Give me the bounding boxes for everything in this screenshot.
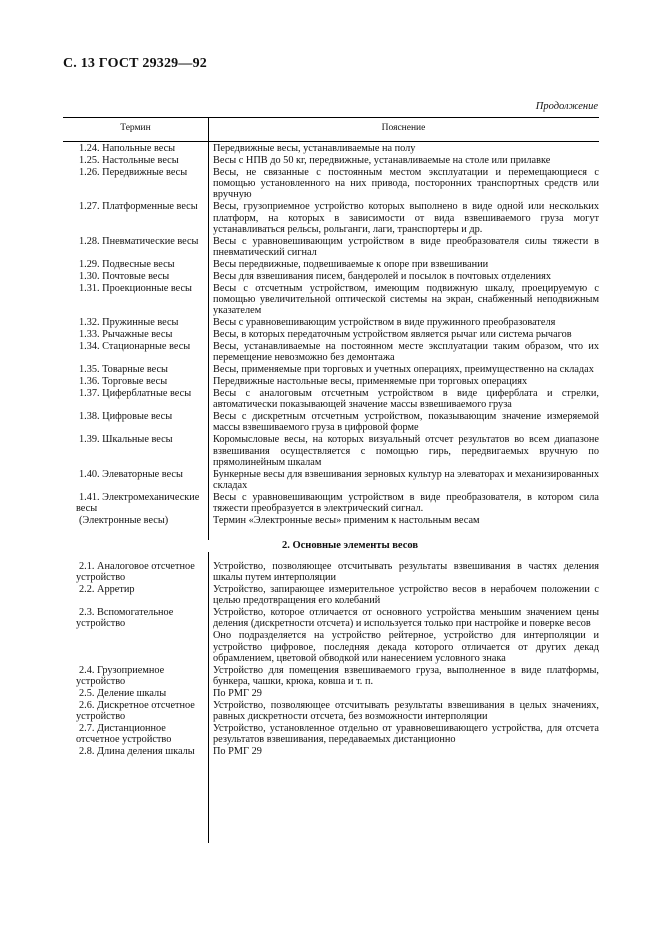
explanation-cell: Весы, устанавливаемые на постоянном месте эксплуатации таким образом, что их перемещение невозможно без демонтажа — [213, 340, 599, 364]
table-row — [63, 236, 599, 259]
term-cell: 1.40. Элеваторные весы — [79, 468, 183, 480]
explanation-cell: Весы, применяемые при торговых и учетных операциях, преимущественно на складах — [213, 364, 594, 376]
explanation-cell: Термин «Электронные весы» применим к настольным весам — [213, 515, 480, 527]
term-cell: (Электронные весы) — [79, 515, 169, 527]
explanation-cell: Передвижные весы, устанавливаемые на полу — [213, 143, 416, 154]
table-row — [63, 434, 599, 468]
term-cell: 2.6. Дискретное отсчетное устройство — [76, 699, 195, 723]
explanation-cell: Устройство для помещения взвешиваемого груза, выполненное в виде платформы, бункера, чашки, крюка, ковша и т. п. — [213, 664, 599, 688]
table-row — [63, 329, 599, 340]
explanation-cell: Весы, в которых передаточным устройством является рычаг или система рычагов — [213, 329, 572, 341]
term-cell: 1.28. Пневматические весы — [79, 235, 199, 247]
term-cell: 2.4. Грузоприемное устройство — [76, 664, 165, 688]
table-row — [63, 341, 599, 364]
section-2-title: 2. Основные элементы весов — [63, 540, 599, 551]
table-row — [63, 201, 599, 235]
table-body — [63, 143, 599, 758]
explanation-cell: Весы с уравновешивающим устройством в виде пружинного преобразователя — [213, 317, 556, 329]
term-cell: 1.37. Циферблатные весы — [79, 387, 192, 399]
table-row — [63, 688, 599, 699]
explanation-cell: Весы с отсчетным устройством, имеющим подвижную шкалу, проецируемую с помощью увеличительной оптической системы на экран, снабженный неподвижным указателем — [213, 282, 599, 317]
term-cell: 1.27. Платформенные весы — [79, 201, 198, 213]
table-row — [63, 364, 599, 375]
explanation-cell: По РМГ 29 — [213, 688, 262, 700]
explanation-cell: Весы передвижные, подвешиваемые к опоре при взвешивании — [213, 258, 489, 270]
explanation-cell: Оно подразделяется на устройство рейтерное, устройство для интерполяции и устройство цифровое, последняя декада которого отличается от других декад обрамлением, цветовой обводкой или нанесением условного знака — [213, 630, 599, 664]
term-cell: 2.1. Аналоговое отсчетное устройство — [76, 560, 195, 584]
term-cell: 2.5. Деление шкалы — [79, 688, 167, 700]
page-header: С. 13 ГОСТ 29329—92 — [63, 56, 207, 71]
table-row — [63, 155, 599, 166]
explanation-cell: Устройство, которое отличается от основного устройства меньшим значением цены деления (дискретности отсчета) и используется только при настройке и поверке весов — [213, 607, 599, 630]
table-row — [63, 607, 599, 630]
term-cell: 1.35. Товарные весы — [79, 364, 168, 376]
continuation-label: Продолжение — [535, 101, 598, 112]
term-cell: 1.33. Рычажные весы — [79, 329, 173, 341]
term-cell: 2.8. Длина деления шкалы — [79, 746, 195, 758]
table-row — [63, 167, 599, 201]
explanation-cell: Весы с уравновешивающим устройством в виде преобразователя силы тяжести в пневматический сигнал — [213, 235, 599, 259]
explanation-cell: Весы с аналоговым отсчетным устройством в виде циферблата и стрелки, автоматически показывающей значение массы взвешиваемого груза — [213, 387, 599, 411]
explanation-cell: Весы, грузоприемное устройство которых выполнено в виде одной или нескольких платформ, на которых в зависимости от вида взвешиваемого груза могут устанавливаться рельсы, рольганги, лаги, транспортеры и др. — [213, 201, 599, 235]
explanation-cell: По РМГ 29 — [213, 746, 262, 758]
term-cell: 1.26. Передвижные весы — [79, 166, 188, 178]
term-cell: 1.29. Подвесные весы — [79, 258, 175, 270]
table-row — [63, 630, 599, 664]
term-cell: 1.30. Почтовые весы — [79, 270, 170, 282]
table-row — [63, 411, 599, 434]
explanation-cell: Устройство, позволяющее отсчитывать результаты взвешивания в целых значениях, равных дискретности отсчета, без возможности интерполяции — [213, 699, 599, 723]
table-row — [63, 665, 599, 688]
explanation-cell: Передвижные настольные весы, применяемые при торговых операциях — [213, 376, 528, 388]
explanation-cell: Устройство, позволяющее отсчитывать результаты взвешивания в частях деления шкалы путем интерполяции — [213, 560, 599, 584]
table-row — [63, 515, 599, 526]
term-cell: 2.2. Арретир — [79, 583, 135, 595]
explanation-cell: Весы с дискретным отсчетным устройством, показывающим значение измеряемой массы взвешиваемого груза в цифровой форме — [213, 411, 599, 434]
table-row — [63, 746, 599, 757]
term-column-header: Термин — [120, 123, 151, 133]
table-row — [63, 259, 599, 270]
explanation-cell: Весы, не связанные с постоянным местом эксплуатации и перемещающиеся с помощью установленного на них привода, посторонних транспортных средств или вручную — [213, 166, 599, 201]
explanation-cell: Весы с НПВ до 50 кг, передвижные, устанавливаемые на столе или прилавке — [213, 154, 551, 166]
term-cell — [63, 630, 208, 664]
explanation-column-header: Пояснение — [381, 123, 426, 133]
table-row — [63, 723, 599, 746]
table-row — [63, 143, 599, 154]
section-1-rows — [63, 143, 599, 526]
table-row — [63, 700, 599, 723]
table-row — [63, 584, 599, 607]
term-cell: 1.39. Шкальные весы — [79, 434, 173, 446]
term-cell: 1.31. Проекционные весы — [79, 282, 192, 294]
explanation-cell: Весы для взвешивания писем, бандеролей и посылок в почтовых отделениях — [213, 270, 552, 282]
explanation-cell: Коромысловые весы, на которых визуальный отсчет результатов во всем диапазоне взвешивания осуществляется с помощью гирь, передвигаемых вручную по прямолинейным шкалам — [213, 434, 599, 468]
explanation-cell: Весы с уравновешивающим устройством в виде преобразователя, в котором сила тяжести преобразуется в электрический сигнал. — [213, 492, 599, 515]
term-cell: 2.3. Вспомогательное устройство — [76, 607, 174, 630]
table-row — [63, 469, 599, 492]
section-2-rows — [63, 561, 599, 758]
table-row — [63, 283, 599, 317]
term-cell: 1.34. Стационарные весы — [79, 340, 191, 352]
table-row — [63, 376, 599, 387]
table-row — [63, 317, 599, 328]
table-row — [63, 492, 599, 515]
term-cell: 1.32. Пружинные весы — [79, 317, 179, 329]
explanation-cell: Бункерные весы для взвешивания зерновых культур на элеваторах и механизированных складах — [213, 468, 599, 492]
table-row — [63, 271, 599, 282]
term-cell: 1.38. Цифровые весы — [79, 411, 173, 423]
explanation-cell: Устройство, установленное отдельно от уравновешивающего устройства, для отсчета результатов взвешивания, передаваемых дистанционно — [213, 723, 599, 746]
term-cell: 1.24. Напольные весы — [79, 143, 176, 154]
explanation-cell: Устройство, запирающее измерительное устройство весов в нерабочем положении с целью предотвращения его колебаний — [213, 583, 599, 607]
term-cell: 1.36. Торговые весы — [79, 376, 168, 388]
table-row — [63, 561, 599, 584]
table-header — [63, 117, 599, 142]
term-cell: 1.41. Электромеханические весы — [76, 492, 200, 515]
term-cell: 1.25. Настольные весы — [79, 154, 179, 166]
term-cell: 2.7. Дистанционное отсчетное устройство — [76, 723, 172, 746]
table-row — [63, 388, 599, 411]
